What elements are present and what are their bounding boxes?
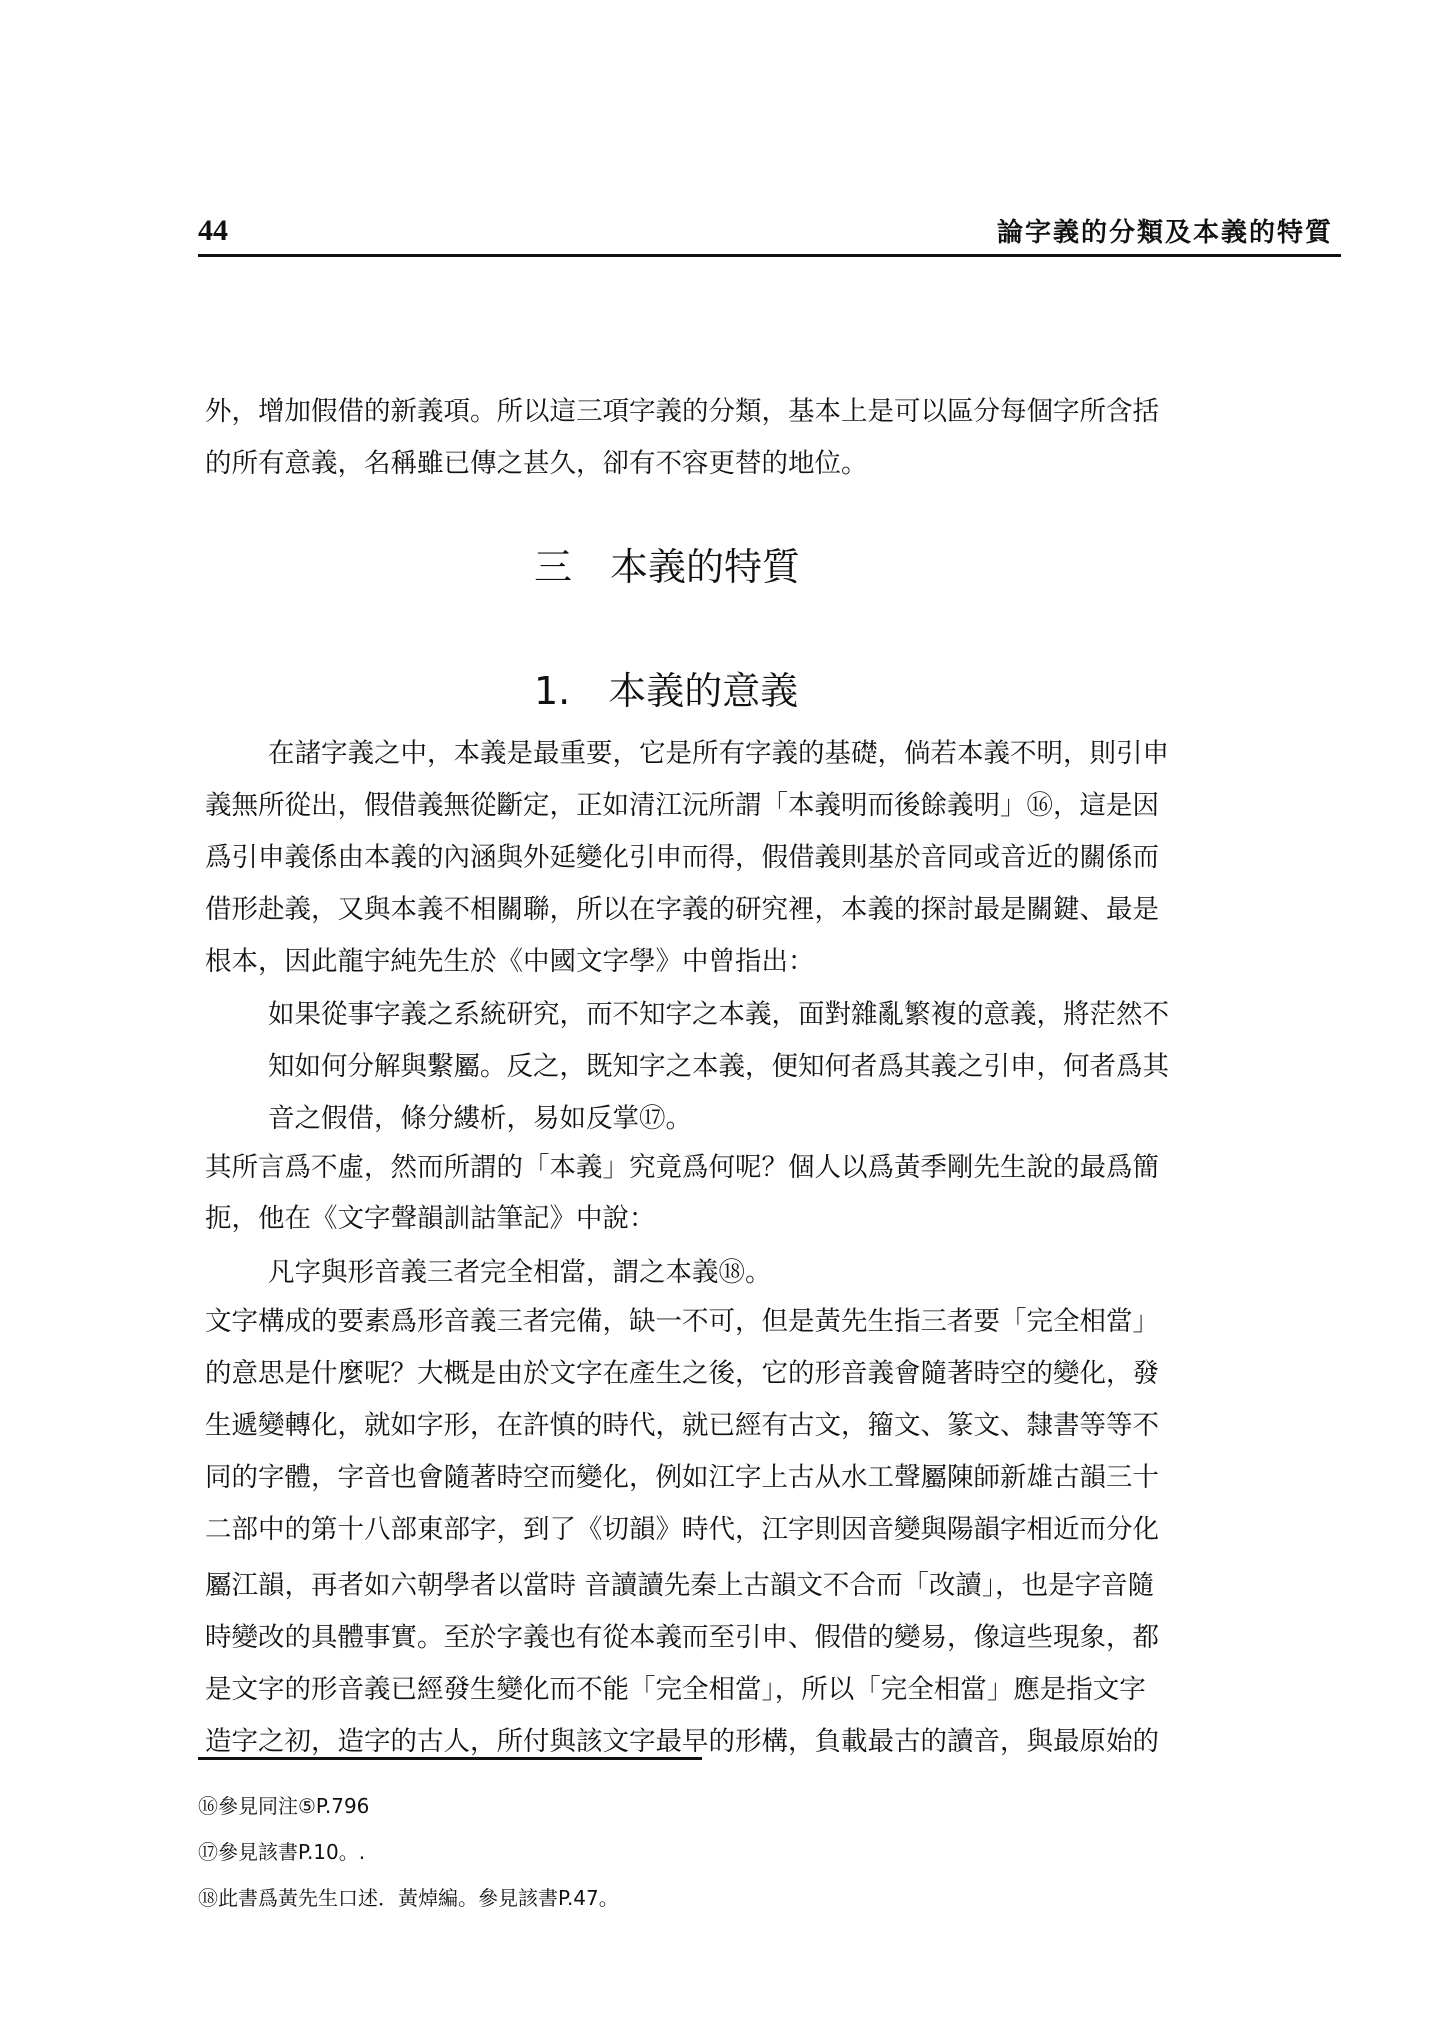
body-line: 爲引申義係由本義的內涵與外延變化引申而得，假借義則基於音同或音近的關係而 — [205, 842, 1159, 873]
quote-line: 音之假借，條分縷析，易如反掌⑰。 — [268, 1103, 692, 1134]
body-line: 同的字體，字音也會隨著時空而變化，例如江字上古从水工聲屬陳師新雄古韻三十 — [205, 1462, 1159, 1493]
quote-line: 如果從事字義之系統研究，而不知字之本義，面對雜亂繁複的意義，將茫然不 — [268, 999, 1169, 1030]
running-header — [198, 210, 1341, 254]
footnote: ⑯參見同注⑤P.796 — [198, 1794, 370, 1818]
body-line: 是文字的形音義已經發生變化而不能「完全相當」，所以「完全相當」應是指文字 — [205, 1674, 1146, 1705]
page-number: 44 — [198, 214, 228, 247]
section-heading: 三 本義的特質 — [534, 545, 801, 589]
footnote: ⑱此書爲黃先生口述．黃焯編。參見該書P.47。 — [198, 1886, 619, 1910]
body-line: 二部中的第十八部東部字，到了《切韻》時代，江字則因音變與陽韻字相近而分化 — [205, 1514, 1159, 1545]
body-line: 屬江韻，再者如六朝學者以當時 音讀讀先秦上古韻文不合而「改讀」，也是字音隨 — [205, 1570, 1155, 1601]
body-line: 借形赴義，又與本義不相關聯，所以在字義的研究裡，本義的探討最是關鍵、最是 — [205, 894, 1159, 925]
quote-line: 凡字與形音義三者完全相當，謂之本義⑱。 — [268, 1257, 772, 1288]
quote-line: 知如何分解與繫屬。反之，既知字之本義，便知何者爲其義之引申，何者爲其 — [268, 1051, 1169, 1082]
body-line: 扼，他在《文字聲韻訓詁筆記》中說： — [205, 1203, 656, 1234]
body-line: 造字之初，造字的古人，所付與該文字最早的形構，負載最古的讀音，與最原始的 — [205, 1726, 1159, 1757]
body-line: 生遞變轉化，就如字形，在許慎的時代，就已經有古文，籀文、篆文、隸書等等不 — [205, 1410, 1159, 1441]
subsection-heading: 1. 本義的意義 — [534, 669, 799, 713]
body-line: 的意思是什麼呢？大概是由於文字在產生之後，它的形音義會隨著時空的變化，發 — [205, 1358, 1159, 1389]
body-line: 的所有意義，名稱雖已傳之甚久，卻有不容更替的地位。 — [205, 448, 868, 479]
body-line: 時變改的具體事實。至於字義也有從本義而至引申、假借的變易，像這些現象，都 — [205, 1622, 1159, 1653]
body-line: 在諸字義之中，本義是最重要，它是所有字義的基礎，倘若本義不明，則引申 — [268, 738, 1169, 769]
body-line: 文字構成的要素爲形音義三者完備，缺一不可，但是黃先生指三者要「完全相當」 — [205, 1306, 1159, 1337]
running-title: 論字義的分類及本義的特質 — [996, 218, 1333, 248]
footnote-rule — [198, 1757, 702, 1760]
footnote: ⑰參見該書P.10。. — [198, 1840, 366, 1864]
header-rule — [198, 254, 1341, 257]
body-line: 外，增加假借的新義項。所以這三項字義的分類，基本上是可以區分每個字所含括 — [205, 396, 1159, 427]
body-line: 其所言爲不虛，然而所謂的「本義」究竟爲何呢？個人以爲黃季剛先生說的最爲簡 — [205, 1152, 1159, 1183]
body-line: 義無所從出，假借義無從斷定，正如清江沅所謂「本義明而後餘義明」⑯，這是因 — [205, 790, 1159, 821]
body-line: 根本，因此龍宇純先生於《中國文字學》中曾指出： — [205, 946, 815, 977]
